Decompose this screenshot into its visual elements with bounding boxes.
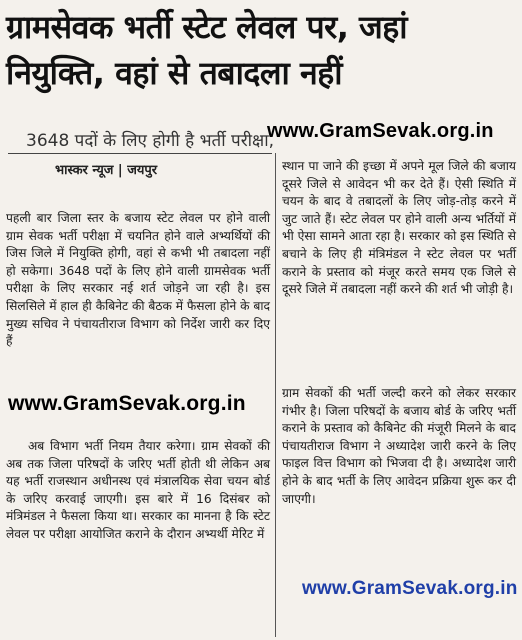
watermark-url-bottom: www.GramSevak.org.in xyxy=(302,578,518,599)
subheadline: 3648 पदों के लिए होगी है भर्ती परीक्षा, xyxy=(26,131,275,151)
headline xyxy=(6,4,518,96)
headline-line-1: ग्रामसेवक भर्ती स्टेट लेवल पर, जहां xyxy=(6,8,408,46)
left-column-paragraph-2: अब विभाग भर्ती नियम तैयार करेगा। ग्राम सेवकों की अब तक जिला परिषदों के जरिए भर्ती होती थी लेकिन अब यह भर्ती राजस्थान अधीनस्थ एवं मंत्रालयिक सेवा चयन बोर्ड के जरिए करवाई जाएगी। इस बारे में 16 दिसंबर को मंत्रिमंडल ने फैसला किया था। सरकार का मानना है कि स्टेट लेवल पर परीक्षा आयोजित कराने के दौरान अभ्यर्थी मेरिट में xyxy=(6,439,270,541)
column-divider xyxy=(275,153,276,637)
watermark-url-middle: www.GramSevak.org.in xyxy=(8,392,246,415)
right-column-paragraph-2: ग्राम सेवकों की भर्ती जल्दी करने को लेकर सरकार गंभीर है। जिला परिषदों के बजाय बोर्ड के जरिए भर्ती कराने के प्रस्ताव को कैबिनेट की मंजूरी मिलने के बाद पंचायतीराज विभाग ने अध्यादेश जारी करने के लिए फाइल वित्त विभाग को भिजवा दी है। अध्यादेश जारी होने के बाद भर्ती के लिए आवेदन प्रक्रिया शुरू कर दी जाएगी। xyxy=(282,386,516,506)
divider-top-left xyxy=(8,153,272,154)
headline-line-2: नियुक्ति, वहां से तबादला नहीं xyxy=(6,54,343,92)
dateline: भास्कर न्यूज | जयपुर xyxy=(55,163,158,178)
right-column-paragraph-1: स्थान पा जाने की इच्छा में अपने मूल जिले की बजाय दूसरे जिले से आवेदन भी कर देते हैं। ऐसी स्थिति में चयन के बाद वे तबादलों के लिए जोड़-तोड़ करने में जुट जाते हैं। स्टेट लेवल पर होने वाली अन्य भर्तियों में भी ऐसा सामने आता रहा है। सरकार को इस स्थिति से बचाने के लिए ही मंत्रिमंडल ने स्टेट लेवल पर भर्ती कराने के प्रस्ताव को मंजूर करते समय एक जिले से दूसरे जिले में तबादला नहीं करने की शर्त भी जोड़ी है। xyxy=(282,159,516,297)
left-column-paragraph-1: पहली बार जिला स्तर के बजाय स्टेट लेवल पर होने वाली ग्राम सेवक भर्ती परीक्षा में चयनित होने वाले अभ्यर्थियों की जिस जिले में नियुक्ति होगी, वहां से कभी भी तबादला नहीं हो सकेगा। 3648 पदों के लिए होने वाली ग्रामसेवक भर्ती परीक्षा के लिए सरकार नई शर्त जोड़ने जा रही है। इस सिलसिले में हाल ही कैबिनेट की बैठक में फैसला होने के बाद मुख्य सचिव ने पंचायतीराज विभाग को निर्देश जारी कर दिए हैं xyxy=(6,211,270,349)
watermark-url-top: www.GramSevak.org.in xyxy=(267,120,494,142)
